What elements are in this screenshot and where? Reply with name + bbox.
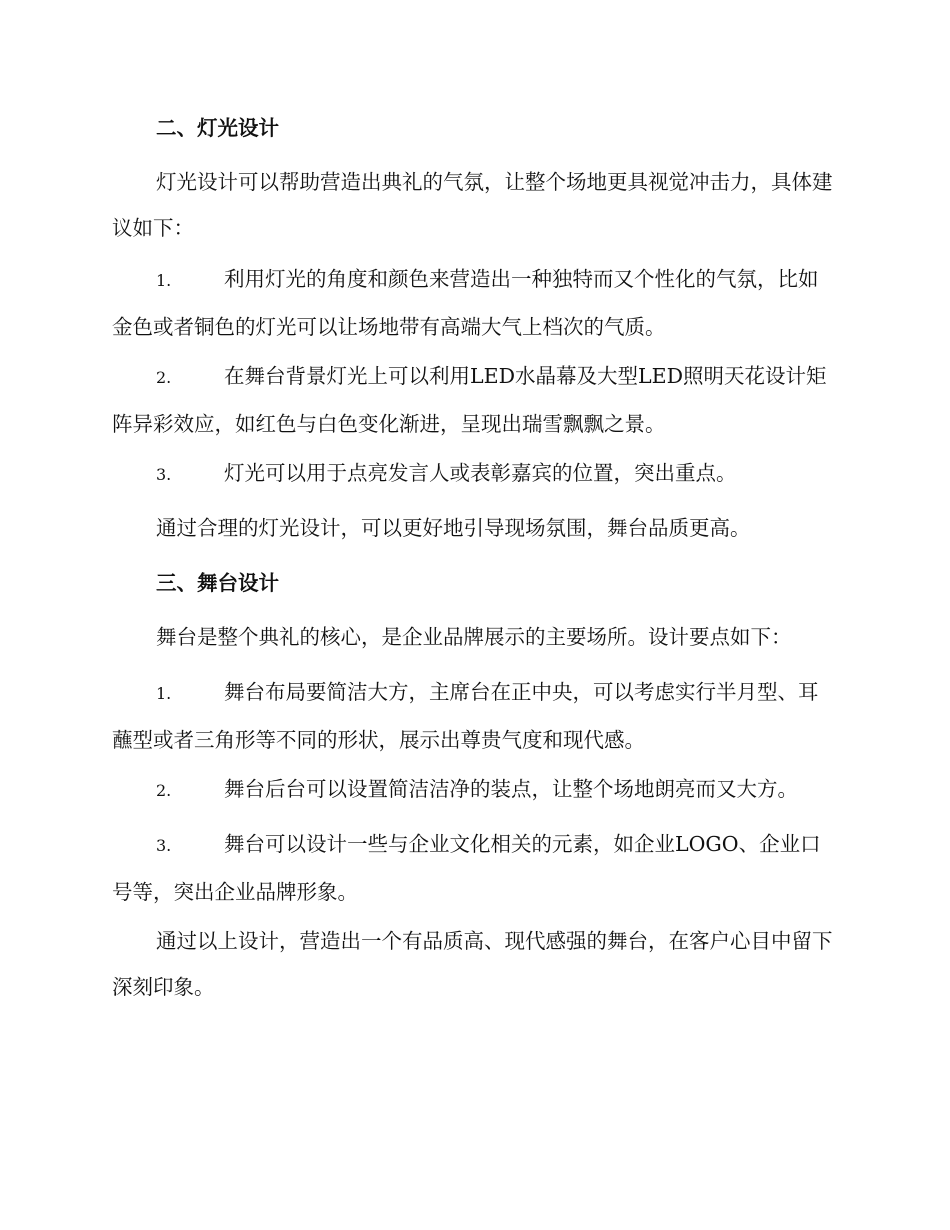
list-item-text: 在舞台背景灯光上可以利用LED水晶幕及大型LED照明天花设计矩阵异彩效应，如红色与白色变化渐进，呈现出瑞雪飘飘之景。 — [112, 364, 827, 436]
list-item-text: 舞台可以设计一些与企业文化相关的元素，如企业LOGO、企业口号等，突出企业品牌形象。 — [112, 832, 821, 904]
list-item — [112, 450, 836, 498]
list-item — [112, 353, 836, 447]
list-item-text: 灯光可以用于点亮发言人或表彰嘉宾的位置，突出重点。 — [224, 461, 737, 485]
list-item — [112, 821, 836, 915]
list-item-text: 利用灯光的角度和颜色来营造出一种独特而又个性化的气氛，比如金色或者铜色的灯光可以让场地带有高端大气上档次的气质。 — [112, 267, 819, 339]
list-item — [112, 256, 836, 350]
list-number: 1. — [156, 684, 172, 703]
section-conclusion-stage: 通过以上设计，营造出一个有品质高、现代感强的舞台，在客户心目中留下深刻印象。 — [112, 929, 833, 999]
list-number: 2. — [156, 368, 172, 387]
list-item-text: 舞台布局要简洁大方，主席台在正中央，可以考虑实行半月型、耳蘸型或者三角形等不同的形状，展示出尊贵气度和现代感。 — [112, 680, 819, 752]
list-number: 3. — [156, 836, 172, 855]
section-heading-stage: 三、舞台设计 — [156, 571, 279, 595]
list-item-text: 舞台后台可以设置简洁洁净的装点，让整个场地朗亮而又大方。 — [224, 777, 798, 801]
list-number: 1. — [156, 271, 172, 290]
list-number: 3. — [156, 465, 172, 484]
section-heading-lighting: 二、灯光设计 — [156, 116, 279, 140]
list-item — [112, 669, 836, 763]
section-conclusion-lighting: 通过合理的灯光设计，可以更好地引导现场氛围，舞台品质更高。 — [156, 516, 751, 540]
list-item — [112, 766, 836, 814]
section-intro-lighting: 灯光设计可以帮助营造出典礼的气氛，让整个场地更具视觉冲击力，具体建议如下： — [112, 170, 833, 240]
section-intro-stage: 舞台是整个典礼的核心，是企业品牌展示的主要场所。设计要点如下： — [156, 625, 792, 649]
list-number: 2. — [156, 781, 172, 800]
